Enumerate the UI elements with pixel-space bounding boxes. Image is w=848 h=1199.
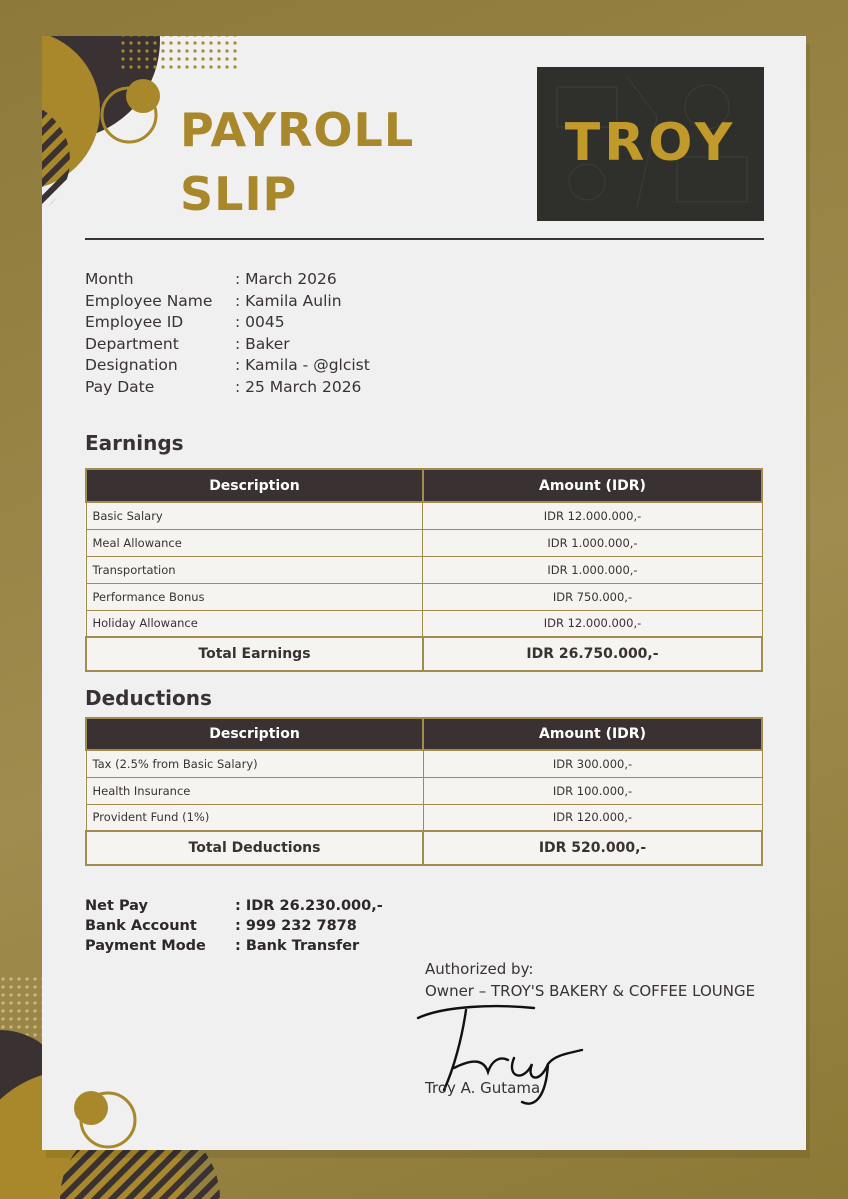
column-header-description: Description: [86, 469, 423, 502]
signer-name: Troy A. Gutama: [425, 1079, 541, 1097]
company-logo: [537, 67, 764, 221]
info-row-employee-id: Employee ID : 0045: [85, 313, 285, 331]
header-divider: [85, 238, 764, 240]
earnings-heading: Earnings: [85, 431, 184, 455]
info-row-pay-date: Pay Date : 25 March 2026: [85, 377, 362, 396]
deductions-table: [85, 717, 763, 866]
total-row: Total Deductions IDR 520.000,-: [86, 831, 762, 865]
summary-row-net-pay: Net Pay : IDR 26.230.000,-: [85, 898, 383, 914]
earnings-table: [85, 468, 763, 672]
table-row: Transportation IDR 1.000.000,-: [86, 556, 762, 583]
table-row: Basic Salary IDR 12.000.000,-: [86, 502, 762, 529]
owner-line: Owner – TROY'S BAKERY & COFFEE LOUNGE: [425, 982, 756, 1000]
total-row: Total Earnings IDR 26.750.000,-: [86, 637, 762, 671]
info-row-employee-name: Employee Name : Kamila Aulin: [85, 291, 342, 310]
payment-summary: [85, 896, 383, 956]
authorization-block: [425, 958, 755, 1002]
summary-row-payment-mode: Payment Mode : Bank Transfer: [85, 938, 360, 954]
summary-row-bank-account: Bank Account : 999 232 7878: [85, 918, 357, 934]
table-row: Health Insurance IDR 100.000,-: [86, 777, 762, 804]
decorative-circles-bottom: [42, 976, 200, 1150]
employee-info: [85, 269, 370, 398]
deductions-heading: Deductions: [85, 686, 212, 710]
table-row: Holiday Allowance IDR 12.000.000,-: [86, 610, 762, 637]
column-header-description: Description: [86, 718, 423, 750]
logo-text: TROY: [564, 113, 737, 173]
table-row: Meal Allowance IDR 1.000.000,-: [86, 529, 762, 556]
page-title: PAYROLL SLIP: [180, 103, 415, 221]
info-row-designation: Designation : Kamila - @glcist: [85, 356, 370, 374]
column-header-amount: Amount (IDR): [423, 469, 762, 502]
payroll-slip-document: [42, 36, 806, 1150]
table-row: Provident Fund (1%) IDR 120.000,-: [86, 804, 762, 831]
column-header-amount: Amount (IDR): [423, 718, 762, 750]
table-row: Performance Bonus IDR 750.000,-: [86, 583, 762, 610]
table-row: Tax (2.5% from Basic Salary) IDR 300.000,-: [86, 750, 762, 777]
info-row-month: Month : March 2026: [85, 270, 337, 288]
authorized-by-label: Authorized by:: [425, 960, 534, 978]
info-row-department: Department : Baker: [85, 334, 290, 353]
